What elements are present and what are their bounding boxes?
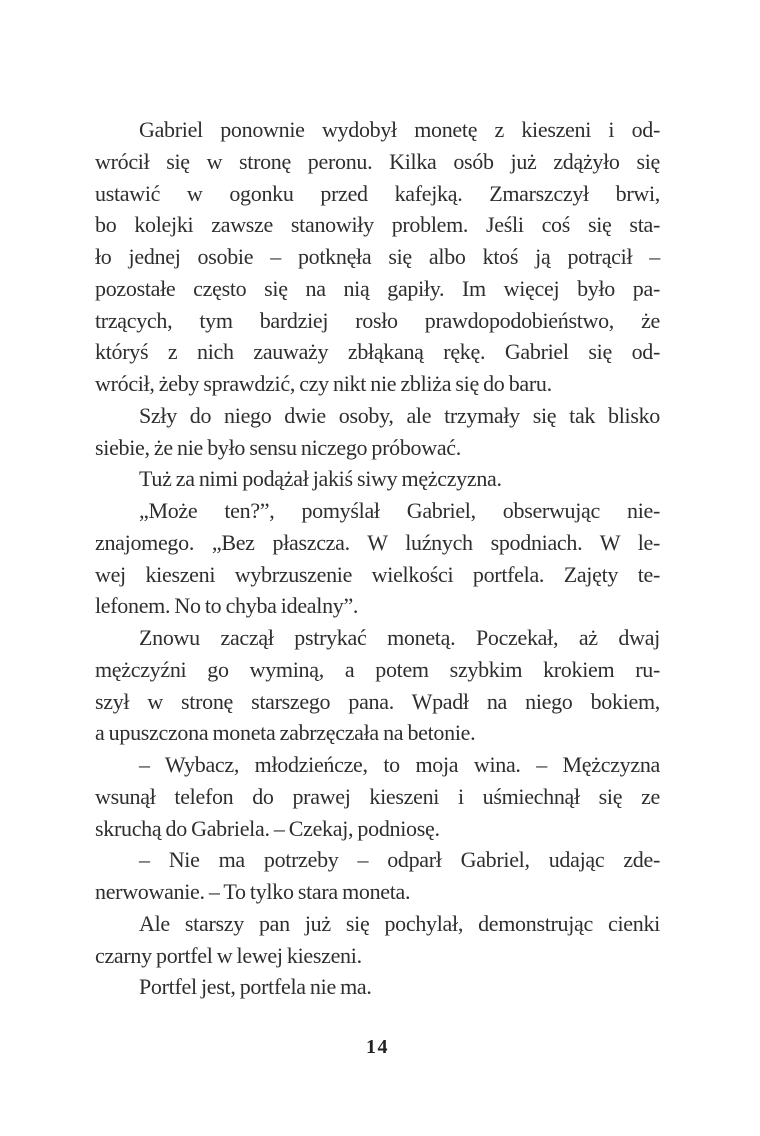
paragraph <box>95 114 660 400</box>
text-line: – Nie ma potrzeby – odparł Gabriel, udając zde- <box>139 847 660 873</box>
text-line: ło jednej osobie – potknęła się albo ktoś ją potrącił – <box>95 244 660 269</box>
paragraph <box>95 749 660 844</box>
text-line: a upuszczona moneta zabrzęczała na betonie. <box>95 720 476 746</box>
text-line: czarny portfel w lewej kieszeni. <box>95 942 362 968</box>
text-line: wrócił, żeby sprawdzić, czy nikt nie zbliża się do baru. <box>95 371 552 396</box>
paragraph <box>95 400 660 464</box>
text-line: znajomego. „Bez płaszcza. W luźnych spodniach. W le- <box>95 529 660 555</box>
text-line: Znowu zaczął pstrykać monetą. Poczekał, aż dwaj <box>139 625 660 650</box>
text-line: „Może ten?”, pomyślał Gabriel, obserwując nie- <box>139 498 660 523</box>
paragraph <box>95 844 660 908</box>
text-line: lefonem. No to chyba idealny”. <box>95 593 359 619</box>
page-number: 14 <box>366 1036 389 1058</box>
text-line: – Wybacz, młodzieńcze, to moja wina. – Mężczyzna <box>139 752 660 777</box>
paragraph <box>95 971 660 1003</box>
text-line: Szły do niego dwie osoby, ale trzymały się tak blisko <box>139 402 660 428</box>
text-line: Gabriel ponownie wydobył monetę z kieszeni i od- <box>139 117 660 142</box>
paragraph <box>95 495 660 622</box>
paragraph <box>95 463 660 495</box>
text-line: bo kolejki zawsze stanowiły problem. Jeśli coś się sta- <box>95 212 660 238</box>
text-line: któryś z nich zauważy zbłąkaną rękę. Gabriel się od- <box>95 339 660 365</box>
text-line: wej kieszeni wybrzuszenie wielkości portfela. Zajęty te- <box>95 561 660 587</box>
text-line: trzących, tym bardziej rosło prawdopodobieństwo, że <box>95 307 660 333</box>
text-line: nerwowanie. – To tylko stara moneta. <box>95 879 411 904</box>
text-line: ustawić w ogonku przed kafejką. Zmarszczył brwi, <box>95 180 660 206</box>
text-line: wsunął telefon do prawej kieszeni i uśmiechnął się ze <box>95 783 660 809</box>
text-line: szył w stronę starszego pana. Wpadł na niego bokiem, <box>95 688 660 714</box>
text-line: wrócił się w stronę peronu. Kilka osób już zdążyło się <box>95 148 660 174</box>
text-line: Ale starszy pan już się pochylał, demonstrując cienki <box>139 910 660 936</box>
text-line: siebie, że nie było sensu niczego próbować. <box>95 434 461 460</box>
paragraph <box>95 622 660 749</box>
paragraph <box>95 908 660 972</box>
text-line: Portfel jest, portfela nie ma. <box>139 974 372 1000</box>
text-line: pozostałe często się na nią gapiły. Im więcej było pa- <box>95 275 660 301</box>
text-line: mężczyźni go wyminą, a potem szybkim krokiem ru- <box>95 656 660 682</box>
text-line: Tuż za nimi podążał jakiś siwy mężczyzna. <box>139 466 502 492</box>
text-line: skruchą do Gabriela. – Czekaj, podniosę. <box>95 815 440 841</box>
page-text <box>95 114 660 1003</box>
